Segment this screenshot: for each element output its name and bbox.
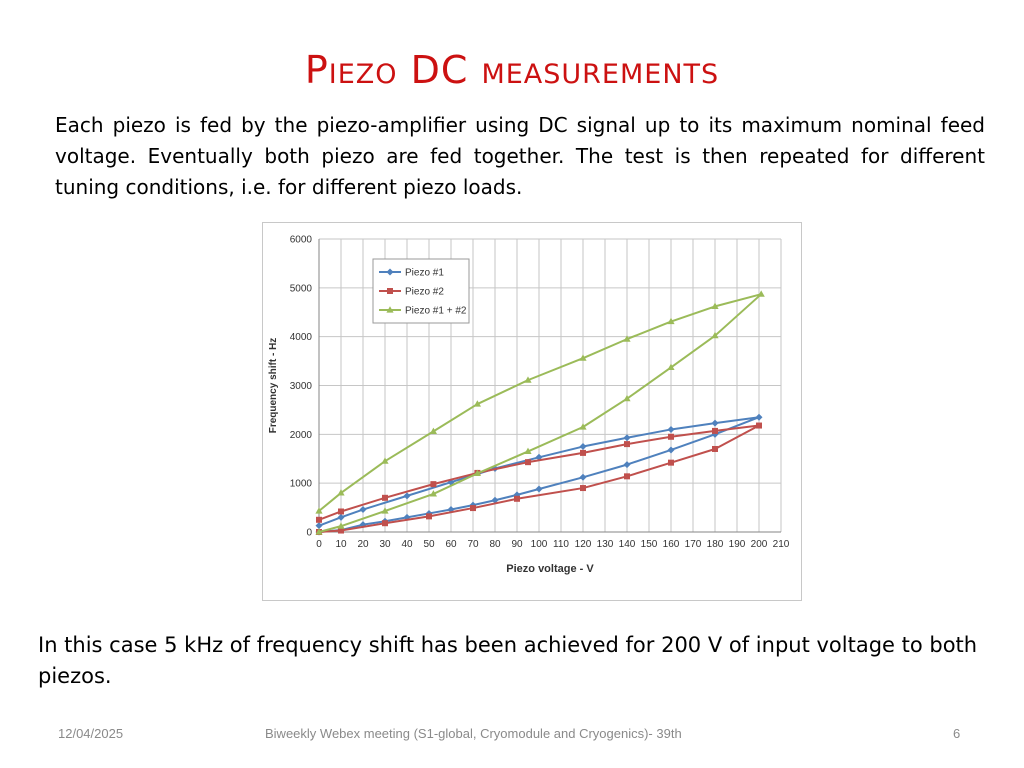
x-tick-label: 20	[357, 539, 369, 550]
data-point	[668, 434, 674, 440]
x-tick-label: 180	[706, 539, 724, 550]
series-layer	[315, 290, 764, 535]
x-tick-label: 120	[574, 539, 592, 550]
x-tick-label: 140	[618, 539, 636, 550]
data-point	[712, 428, 718, 434]
x-tick-label: 50	[423, 539, 435, 550]
x-tick-label: 150	[640, 539, 658, 550]
footer-date: 12/04/2025	[58, 726, 124, 741]
x-tick-label: 10	[335, 539, 347, 550]
x-tick-label: 130	[596, 539, 614, 550]
y-tick-label: 1000	[289, 478, 312, 490]
data-point	[514, 496, 520, 502]
data-point	[338, 514, 345, 521]
data-point	[426, 513, 432, 519]
data-point	[382, 520, 388, 526]
x-tick-label: 40	[401, 539, 413, 550]
data-point	[316, 517, 322, 523]
legend-swatch-marker	[387, 288, 393, 294]
data-point	[470, 505, 476, 511]
y-tick-label: 0	[306, 527, 312, 539]
data-point	[580, 450, 586, 456]
x-tick-label: 190	[728, 539, 746, 550]
data-point	[624, 434, 631, 441]
x-axis-title: Piezo voltage - V	[506, 563, 594, 575]
x-tick-label: 200	[750, 539, 768, 550]
y-axis-title: Frequency shift - Hz	[268, 337, 279, 434]
data-point	[580, 443, 587, 450]
data-point	[756, 423, 762, 429]
data-point	[382, 495, 388, 501]
x-tick-label: 80	[489, 539, 501, 550]
legend-label: Piezo #1 + #2	[405, 305, 467, 317]
x-tick-label: 30	[379, 539, 391, 550]
data-point	[430, 481, 436, 487]
slide-title: Piezo DC measurements	[304, 48, 720, 92]
x-tick-label: 100	[530, 539, 548, 550]
data-point	[712, 420, 719, 427]
data-point	[338, 508, 344, 514]
data-point	[536, 486, 543, 493]
x-tick-label: 160	[662, 539, 680, 550]
x-tick-label: 70	[467, 539, 479, 550]
y-tick-label: 6000	[289, 234, 312, 246]
data-point	[668, 460, 674, 466]
x-tick-label: 110	[553, 539, 569, 550]
intro-paragraph: Each piezo is fed by the piezo-amplifier using DC signal up to its maximum nominal feed voltage. Eventually both piezo are fed together. The test is then repeated for different tuning conditions, i.e. for different piezo loads.	[55, 113, 985, 199]
conclusion-text: In this case 5 kHz of frequency shift has been achieved for 200 V of input voltage to both piezos.	[38, 633, 978, 688]
data-point	[668, 426, 675, 433]
y-tick-label: 2000	[289, 429, 312, 441]
y-tick-label: 5000	[289, 283, 312, 295]
data-point	[712, 446, 718, 452]
data-point	[624, 461, 631, 468]
y-tick-label: 3000	[289, 381, 312, 392]
y-tick-label: 4000	[289, 332, 312, 344]
x-tick-label: 170	[684, 539, 702, 550]
legend-layer	[373, 259, 469, 323]
frequency-shift-chart	[263, 223, 803, 602]
data-point	[316, 522, 323, 529]
x-tick-label: 210	[772, 539, 790, 550]
legend-label: Piezo #1	[405, 267, 444, 279]
data-point	[525, 459, 531, 465]
data-point	[756, 414, 763, 421]
data-point	[624, 473, 630, 479]
legend-label: Piezo #2	[405, 286, 444, 298]
footer-meeting-title: Biweekly Webex meeting (S1-global, Cryomodule and Cryogenics)- 39th	[265, 726, 682, 741]
data-point	[668, 446, 675, 453]
x-tick-label: 90	[511, 539, 523, 550]
data-point	[624, 441, 630, 447]
x-tick-label: 60	[445, 539, 457, 550]
data-point	[360, 506, 367, 513]
chart-frame	[262, 222, 802, 601]
data-point	[580, 485, 586, 491]
data-point	[404, 492, 411, 499]
data-point	[580, 474, 587, 481]
x-tick-label: 0	[316, 539, 322, 550]
footer-page-number: 6	[953, 726, 961, 741]
